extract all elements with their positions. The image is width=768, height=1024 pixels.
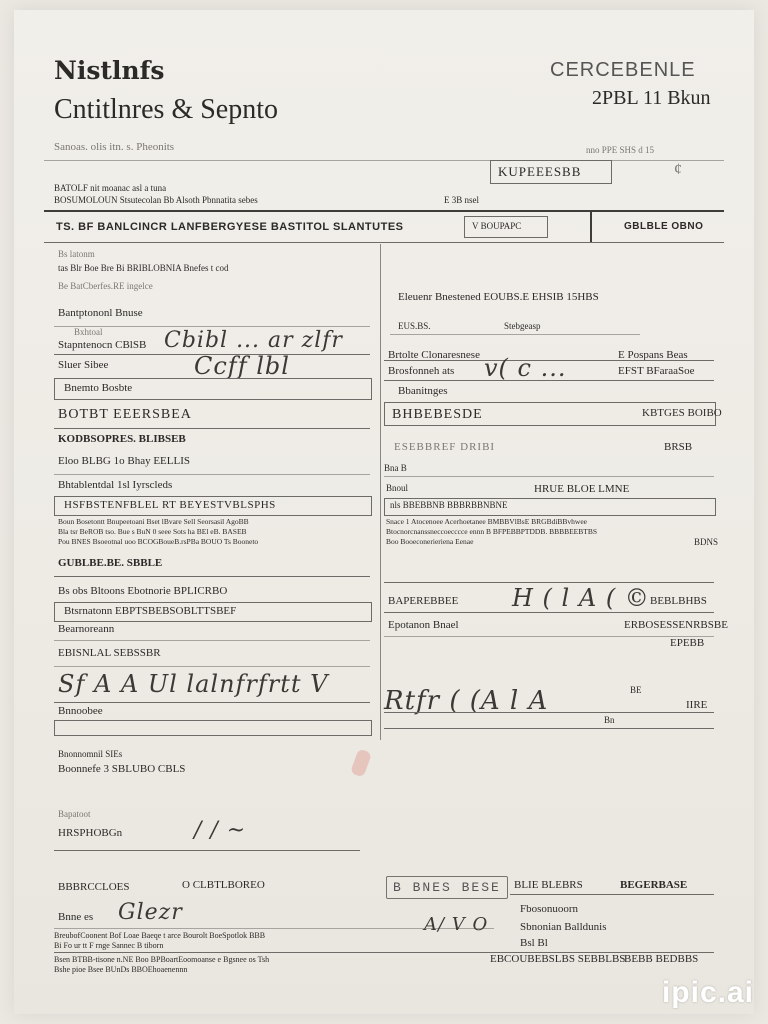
right-field: HRUE BLOE LMNE <box>534 483 630 495</box>
left-field: EBISNLAL SEBSSBR <box>58 647 161 659</box>
lower-field: BLIE BLEBRS <box>514 879 583 891</box>
right-field: Btocnorcnanssneccoecccce ennn B BFPEBBPTDDB. BBBBEEBTBS <box>386 527 598 536</box>
rule <box>384 612 714 613</box>
right-field: Brtolte Clonaresnese <box>388 349 480 361</box>
footer-line: EBCOUBEBSLBS SEBBLBS <box>490 953 626 965</box>
left-field: Be BatCberfes.RE ingelce <box>58 281 153 291</box>
left-field: Bhtablentdal 1sl Iyrscleds <box>58 479 173 491</box>
lower-field: Bsl Bl <box>520 937 548 949</box>
left-field: Bantptononl Bnuse <box>58 307 143 319</box>
title-line-2: Cntitlnres & Sepnto <box>54 94 278 125</box>
lower-field: HRSPHOBGn <box>58 827 123 839</box>
lower-field: Bapatoot <box>58 809 91 819</box>
header-code: CERCEBENLE <box>550 59 696 81</box>
left-field: Pou BNES Bsoeotnal uoo BCOGBoueB.rsPBa BOUO Ts Booneto <box>58 537 259 546</box>
address-right: E 3B nsel <box>444 195 479 205</box>
rule <box>54 702 370 703</box>
reference-mark: ¢ <box>674 161 682 178</box>
divider <box>590 212 592 242</box>
right-field: Bnoul <box>386 483 409 493</box>
right-field: E Pospans Beas <box>618 349 688 361</box>
right-field: Snace 1 Atocenoee Acerhoetanee BMBBVlBsE BRGBdiBBvhwee <box>386 517 588 526</box>
rule <box>384 728 714 729</box>
document-sheet <box>14 10 754 1014</box>
left-field: Bnnoobee <box>58 705 103 717</box>
right-field: EUS.BS. <box>398 321 431 331</box>
stamp: B BNES BESE <box>386 876 508 899</box>
right-field: nls BBEBBNB BBBRBBNBNE <box>390 500 508 510</box>
left-field: Btsrnatonn EBPTSBEBSOBLTTSBEF <box>64 605 237 617</box>
left-field: Bs latonm <box>58 249 95 259</box>
left-field: Eloo BLBG 1o Bhay EELLIS <box>58 455 190 467</box>
lower-field: BEGERBASE <box>620 879 688 891</box>
section-heading: TS. BF BANLCINCR LANFBERGYESE BASTITOL SLANTUTES <box>56 221 404 233</box>
right-field: Stebgeasp <box>504 321 541 331</box>
right-field: ERBOSESSENRBSBE <box>624 619 728 631</box>
left-field: BOTBT EEERSBEA <box>58 407 192 422</box>
left-field: Bearnoreann <box>58 623 115 635</box>
left-field: Bxhtoal <box>74 327 103 337</box>
right-field: BEBLBHBS <box>650 595 707 607</box>
subtitle: Sanoas. olis itn. s. Pheonits <box>54 141 175 153</box>
lower-field: Bnne es <box>58 911 94 923</box>
signature: Rtfr ( (A l A <box>384 686 549 716</box>
rule <box>54 428 370 429</box>
rule <box>384 380 714 381</box>
right-field: EPEBB <box>670 637 705 649</box>
field-box <box>54 720 372 736</box>
signature: v( c ... <box>484 354 567 382</box>
right-field: KBTGES BOIBO <box>642 407 722 419</box>
left-field: Boonnefe 3 SBLUBO CBLS <box>58 763 186 775</box>
rule <box>384 582 714 583</box>
signature: Glezr <box>118 900 183 925</box>
right-field: Bbanitnges <box>398 385 448 397</box>
section-box-label: V BOUPAPC <box>472 221 522 231</box>
right-field: Eleuenr Bnestened EOUBS.E EHSIB 15HBS <box>398 291 599 303</box>
signature: Cbibl ... ar zlfr <box>164 328 343 353</box>
right-field: Bna B <box>384 463 407 473</box>
right-field: BRSB <box>664 441 693 453</box>
column-divider <box>380 244 381 740</box>
signature: Ccff lbl <box>194 352 290 380</box>
right-field: Epotanon Bnael <box>388 619 459 631</box>
rule <box>54 666 370 667</box>
left-field: Stapntenocn CBlSB <box>58 339 147 351</box>
title-line-1: Nistlnfs <box>54 56 165 85</box>
reference-small: nno PPE SHS d 15 <box>586 145 655 155</box>
section-right-label: GBLBLE OBNO <box>624 221 704 232</box>
signature: A/ V O <box>424 914 489 935</box>
right-field: Brosfonneh ats <box>388 365 455 377</box>
right-field: BE <box>630 685 642 695</box>
left-field: Bs obs Bltoons Ebotnorie BPLICRBO <box>58 585 228 597</box>
rule <box>510 894 714 895</box>
rule <box>384 636 714 637</box>
rule <box>384 476 714 477</box>
lower-field: Fbosonuoorn <box>520 903 579 915</box>
rule <box>44 160 724 161</box>
header-number: 2PBL 11 Bkun <box>592 87 711 109</box>
right-field: IIRE <box>686 699 708 711</box>
signature: Sf A A Ul lalnfrfrtt V <box>58 670 329 698</box>
address-line-2: BOSUMOLOUN Stsutecolan Bb Alsoth Pbnnatita sebes <box>54 195 258 205</box>
left-field: Bla tsr BeROB tso. Bue s BuN 0 seee Sots ha BEl eB. BASEB <box>58 527 247 536</box>
rule <box>384 712 714 713</box>
left-field: Bnemto Bosbte <box>64 382 133 394</box>
left-field: Boun Bosetontt Bnupeetoani Bset lBvare Sell Seorsasil AgoBB <box>58 517 249 526</box>
rule <box>54 474 370 475</box>
left-field: tas Blr Boe Bre Bi BRIBLOBNIA Bnefes t cod <box>58 263 229 273</box>
signature: H ( l A ( © <box>512 584 650 612</box>
right-field: ESEBBREF DRIBI <box>394 441 496 453</box>
left-field: HSFBSTENFBLEL RT BEYESTVBLSPHS <box>64 499 276 511</box>
right-field: BDNS <box>694 537 719 547</box>
left-field: KODBSOPRES. BLIBSEB <box>58 433 186 445</box>
red-ink-mark <box>350 748 372 777</box>
left-field: GUBLBE.BE. SBBLE <box>58 557 163 569</box>
address-line-1: BATOLF nit moanac asl a tuna <box>54 183 167 193</box>
lower-field: O CLBTLBOREO <box>182 879 265 891</box>
right-field: Bn <box>604 715 615 725</box>
right-field: BAPEREBBEE <box>388 595 459 607</box>
left-field: Bnonnomnil SIEs <box>58 749 123 759</box>
rule <box>54 576 370 577</box>
right-field: BHBEBESDE <box>392 407 483 422</box>
right-field: EFST BFaraaSoe <box>618 365 695 377</box>
footer-line: BEBB BEDBBS <box>624 953 699 965</box>
rule <box>54 850 360 851</box>
signature: / / ~ <box>194 818 247 843</box>
footer-line: BreubofCoonent Bof Loae Baeqe t arce Bourolt BoeSpotlok BBB <box>54 931 266 940</box>
rule <box>54 640 370 641</box>
left-field: Sluer Sibee <box>58 359 109 371</box>
lower-field: BBBRCCLOES <box>58 881 130 893</box>
rule <box>390 334 640 335</box>
footer-line: Bi Fo ur tt F rnge Sannec B tiborn <box>54 941 164 950</box>
reference-code: KUPEEESBB <box>498 164 582 179</box>
rule <box>44 242 724 243</box>
watermark-logo: ipic.ai <box>661 976 754 1009</box>
rule <box>44 210 724 212</box>
footer-line: Bshe pioe Bsee BUnDs BBOEhoaenennn <box>54 965 188 974</box>
lower-field: Sbnonian Balldunis <box>520 921 607 933</box>
footer-line: Bsen BTBB-tisone n.NE Boo BPBoartEoomoanse e Bgsnee os Tsh <box>54 955 270 964</box>
right-field: Boo Booeconerieriena Eenae <box>386 537 474 546</box>
